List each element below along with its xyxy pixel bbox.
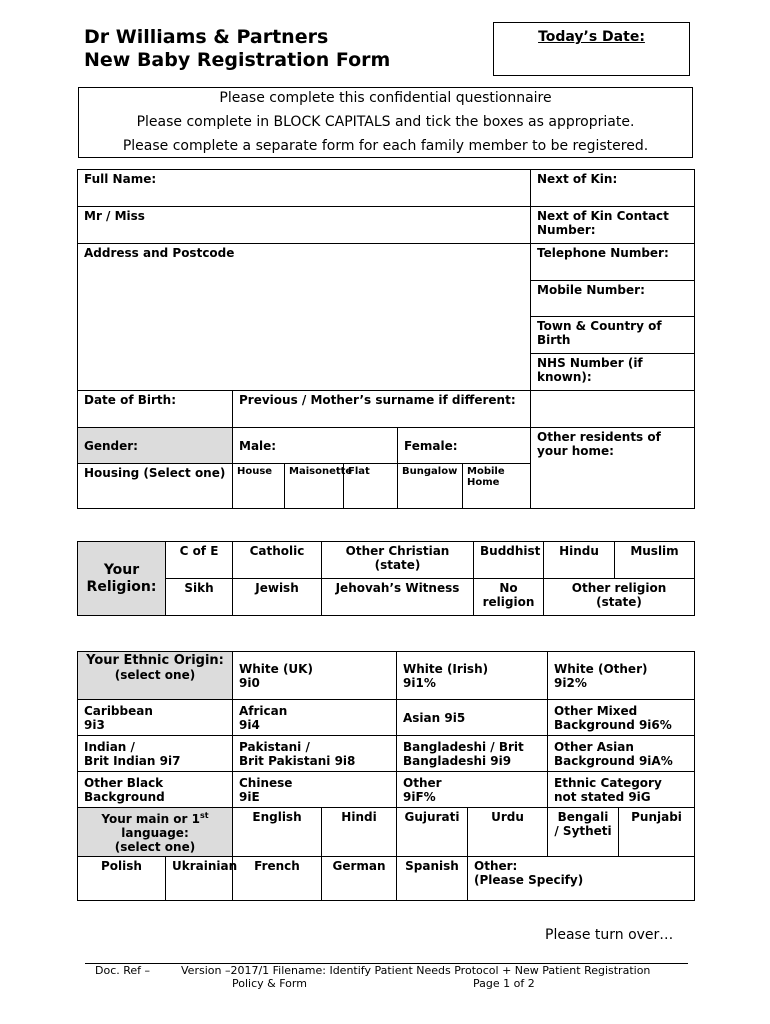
language-german[interactable]: German xyxy=(322,857,397,901)
ethnic-white-irish[interactable]: White (Irish) 9i1% xyxy=(397,652,548,700)
language-label xyxy=(78,808,233,857)
religion-table xyxy=(77,541,695,616)
ethnic-origin-title: Your Ethnic Origin: xyxy=(86,653,224,668)
ethnic-origin-sublabel: (select one) xyxy=(114,668,196,682)
previous-surname-field[interactable]: Previous / Mother’s surname if different: xyxy=(233,391,531,428)
religion-hindu[interactable]: Hindu xyxy=(544,542,615,579)
language-title-2: language: xyxy=(121,826,189,840)
practice-name: Dr Williams & Partners xyxy=(84,26,329,48)
ethnic-bangladeshi[interactable]: Bangladeshi / Brit Bangladeshi 9i9 xyxy=(397,736,548,772)
gender-label: Gender: xyxy=(78,428,233,464)
title-field[interactable]: Mr / Miss xyxy=(78,207,531,244)
religion-c-of-e[interactable]: C of E xyxy=(166,542,233,579)
please-turn-over: Please turn over… xyxy=(545,927,674,943)
version-line-2: Policy & Form xyxy=(232,977,307,990)
language-punjabi[interactable]: Punjabi xyxy=(619,808,695,857)
language-english[interactable]: English xyxy=(233,808,322,857)
language-other-field[interactable]: Other: (Please Specify) xyxy=(468,857,695,901)
doc-ref: Doc. Ref – xyxy=(95,964,151,977)
language-bengali-sytheti[interactable]: Bengali / Sytheti xyxy=(548,808,619,857)
religion-label: Your Religion: xyxy=(78,542,166,616)
housing-mobile-home[interactable]: Mobile Home xyxy=(463,464,531,509)
housing-flat[interactable]: Flat xyxy=(344,464,398,509)
housing-label: Housing (Select one) xyxy=(78,464,233,509)
blank-cell xyxy=(531,391,695,428)
todays-date-box[interactable] xyxy=(493,22,690,76)
ethnic-caribbean[interactable]: Caribbean 9i3 xyxy=(78,700,233,736)
mobile-field[interactable]: Mobile Number: xyxy=(531,281,695,317)
ethnic-origin-label xyxy=(78,652,233,700)
religion-muslim[interactable]: Muslim xyxy=(615,542,695,579)
address-field[interactable]: Address and Postcode xyxy=(78,244,531,391)
ethnic-other-black[interactable]: Other Black Background xyxy=(78,772,233,808)
instructions-box xyxy=(78,87,693,158)
nhs-number-field[interactable]: NHS Number (if known): xyxy=(531,354,695,391)
language-sublabel: (select one) xyxy=(114,840,196,854)
language-title: Your main or 1 xyxy=(101,812,200,826)
language-gujurati[interactable]: Gujurati xyxy=(397,808,468,857)
ethnic-african[interactable]: African 9i4 xyxy=(233,700,397,736)
religion-sikh[interactable]: Sikh xyxy=(166,579,233,616)
instruction-line-3: Please complete a separate form for each family member to be registered. xyxy=(122,138,649,154)
version-line-1: Version –2017/1 Filename: Identify Patient Needs Protocol + New Patient Registration xyxy=(181,964,651,977)
personal-details-table xyxy=(77,169,695,509)
ethnicity-language-table xyxy=(77,651,695,901)
dob-field[interactable]: Date of Birth: xyxy=(78,391,233,428)
language-ukrainian[interactable]: Ukrainian xyxy=(166,857,233,901)
full-name-field[interactable]: Full Name: xyxy=(78,170,531,207)
nok-contact-field[interactable]: Next of Kin Contact Number: xyxy=(531,207,695,244)
telephone-field[interactable]: Telephone Number: xyxy=(531,244,695,281)
religion-jewish[interactable]: Jewish xyxy=(233,579,322,616)
ethnic-other-asian[interactable]: Other Asian Background 9iA% xyxy=(548,736,695,772)
language-french[interactable]: French xyxy=(233,857,322,901)
male-checkbox[interactable]: Male: xyxy=(233,428,398,464)
language-urdu[interactable]: Urdu xyxy=(468,808,548,857)
housing-bungalow[interactable]: Bungalow xyxy=(398,464,463,509)
ethnic-other-mixed[interactable]: Other Mixed Background 9i6% xyxy=(548,700,695,736)
language-title-sup: st xyxy=(200,811,209,820)
female-checkbox[interactable]: Female: xyxy=(398,428,531,464)
instruction-line-2: Please complete in BLOCK CAPITALS and tick the boxes as appropriate. xyxy=(136,114,635,130)
religion-other[interactable]: Other religion (state) xyxy=(544,579,695,616)
next-of-kin-field[interactable]: Next of Kin: xyxy=(531,170,695,207)
town-country-birth-field[interactable]: Town & Country of Birth xyxy=(531,317,695,354)
ethnic-indian[interactable]: Indian / Brit Indian 9i7 xyxy=(78,736,233,772)
religion-none[interactable]: No religion xyxy=(474,579,544,616)
form-title: New Baby Registration Form xyxy=(84,49,391,71)
religion-other-christian[interactable]: Other Christian (state) xyxy=(322,542,474,579)
ethnic-not-stated[interactable]: Ethnic Category not stated 9iG xyxy=(548,772,695,808)
ethnic-chinese[interactable]: Chinese 9iE xyxy=(233,772,397,808)
todays-date-label: Today’s Date: xyxy=(538,29,645,45)
language-spanish[interactable]: Spanish xyxy=(397,857,468,901)
instruction-line-1: Please complete this confidential questionnaire xyxy=(219,90,552,106)
language-hindi[interactable]: Hindi xyxy=(322,808,397,857)
page-number: Page 1 of 2 xyxy=(473,977,535,990)
ethnic-white-uk[interactable]: White (UK) 9i0 xyxy=(233,652,397,700)
other-residents-field[interactable]: Other residents of your home: xyxy=(531,428,695,509)
ethnic-white-other[interactable]: White (Other) 9i2% xyxy=(548,652,695,700)
housing-maisonette[interactable]: Maisonette xyxy=(285,464,344,509)
language-polish[interactable]: Polish xyxy=(78,857,166,901)
religion-jehovahs-witness[interactable]: Jehovah’s Witness xyxy=(322,579,474,616)
religion-catholic[interactable]: Catholic xyxy=(233,542,322,579)
housing-house[interactable]: House xyxy=(233,464,285,509)
ethnic-pakistani[interactable]: Pakistani / Brit Pakistani 9i8 xyxy=(233,736,397,772)
ethnic-other[interactable]: Other 9iF% xyxy=(397,772,548,808)
religion-buddhist[interactable]: Buddhist xyxy=(474,542,544,579)
ethnic-asian[interactable]: Asian 9i5 xyxy=(397,700,548,736)
